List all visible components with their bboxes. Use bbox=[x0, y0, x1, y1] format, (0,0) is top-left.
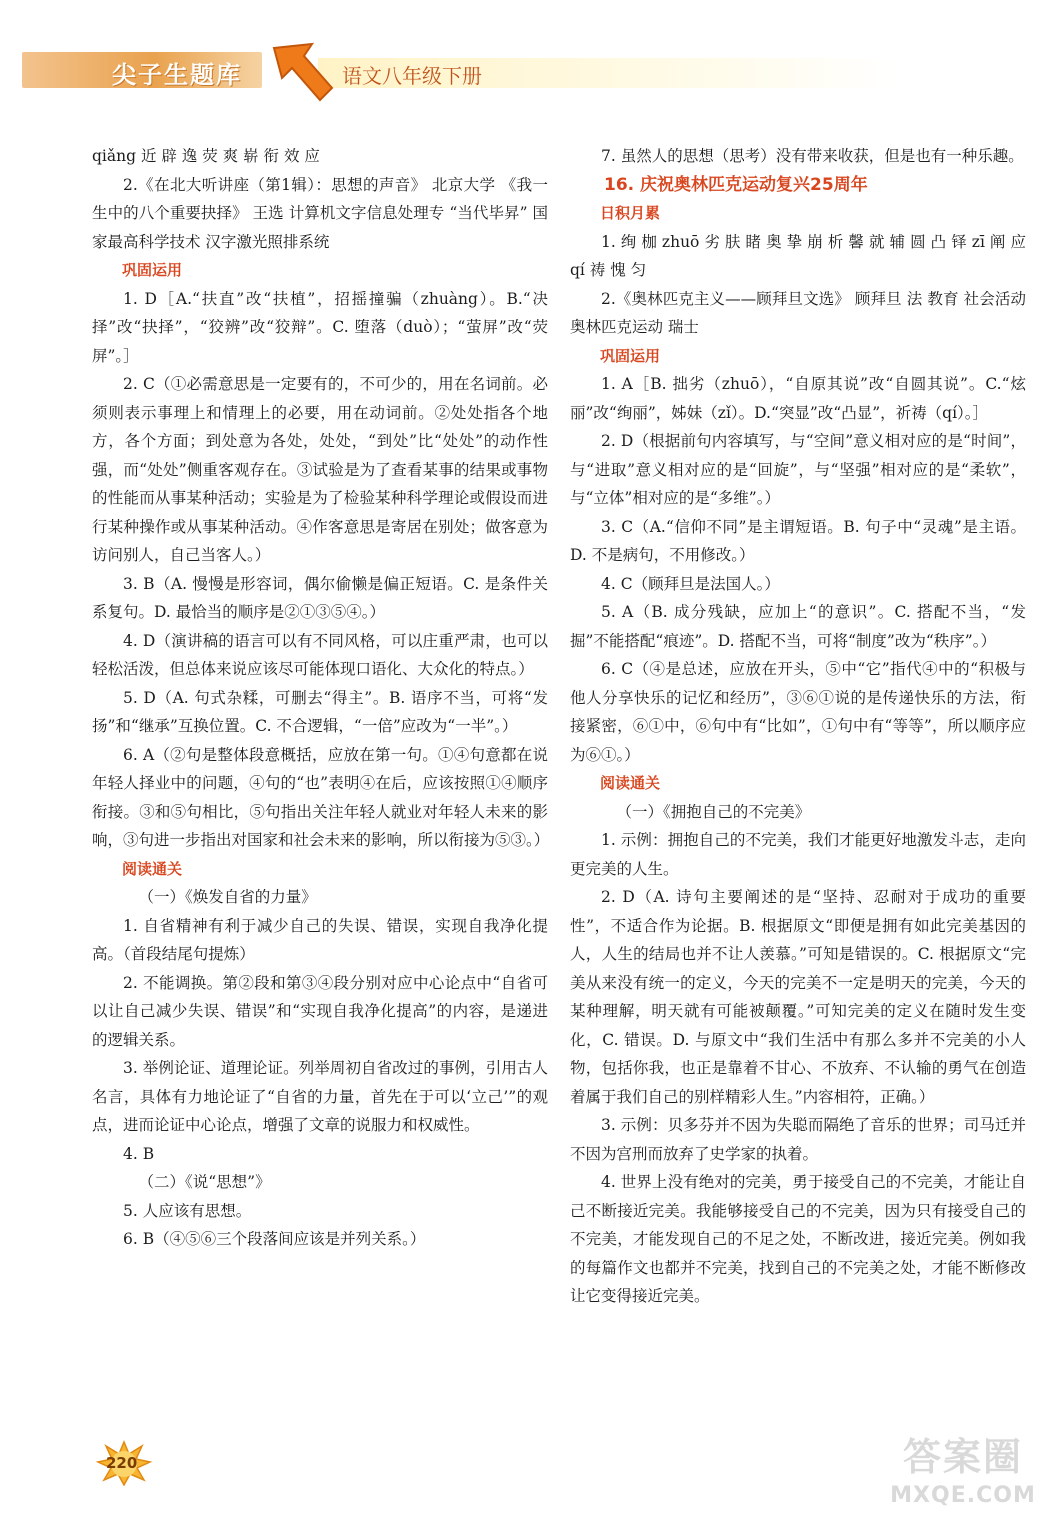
answer-item: 7. 虽然人的思想（思考）没有带来收获，但是也有一种乐趣。 bbox=[601, 147, 1024, 165]
answer-item: 4. B bbox=[123, 1144, 155, 1163]
left-column bbox=[92, 142, 548, 1254]
answer-item: 2. 不能调换。第②段和第③④段分别对应中心论点中“自省可以让自己减少失误、错误”和“实现自我净化提高”的内容，是递进的逻辑关系。 bbox=[92, 973, 548, 1049]
answer-line: qiǎng 近 辟 逸 荧 爽 崭 衔 效 应 bbox=[92, 147, 320, 165]
answer-item: 1. 自省精神有利于减少自己的失误、错误，实现自我净化提高。（首段结尾句提炼） bbox=[92, 916, 548, 963]
answer-item: 2.《奥林匹克主义——顾拜旦文选》 顾拜旦 法 教育 社会活动 奥林匹克运动 瑞士 bbox=[570, 289, 1026, 336]
answer-item: 5. 人应该有思想。 bbox=[123, 1201, 252, 1220]
page-number: 220 bbox=[106, 1454, 138, 1472]
section-heading: 阅读通关 bbox=[122, 859, 183, 878]
answer-item: 1. A［B. 拙劣（zhuō），“自原其说”改“自圆其说”。C.“炫丽”改“绚丽”，姊妹（zǐ）。D.“突显”改“凸显”，祈祷（qí）。］ bbox=[570, 375, 1026, 422]
reading-title: （二）《说“思想”》 bbox=[138, 1173, 271, 1191]
watermark-logo: 答案圈 bbox=[902, 1435, 1023, 1479]
right-column bbox=[570, 142, 1026, 1311]
answer-item: 2. D（根据前句内容填写，与“空间”意义相对应的是“时间”，与“进取”意义相对应的是“回旋”，与“坚强”相对应的是“柔软”，与“立体”相对应的是“多维”。） bbox=[570, 432, 1026, 507]
answer-item: 3. 示例：贝多芬并不因为失聪而隔绝了音乐的世界；司马迁并不因为宫刑而放弃了史学家的执着。 bbox=[570, 1116, 1026, 1163]
page-header bbox=[0, 0, 1057, 110]
answer-item: 1. 示例：拥抱自己的不完美，我们才能更好地激发斗志，走向更完美的人生。 bbox=[570, 831, 1026, 878]
chapter-title: 16. 庆祝奥林匹克运动复兴25周年 bbox=[604, 174, 868, 195]
orange-arrow-icon bbox=[268, 40, 338, 104]
answer-item: 5. A（B. 成分残缺，应加上“的意识”。C. 搭配不当，“发掘”不能搭配“痕迹”。D. 搭配不当，可将“制度”改为“秩序”。） bbox=[570, 603, 1026, 650]
watermark bbox=[888, 1432, 1038, 1522]
reading-title: （一）《焕发自省的力量》 bbox=[138, 888, 317, 906]
section-heading: 日积月累 bbox=[600, 204, 661, 222]
answer-item: 3. B（A. 慢慢是形容词，偶尔偷懒是偏正短语。C. 是条件关系复句。D. 最恰当的顺序是②①③⑤④。） bbox=[92, 574, 548, 621]
answer-item: 3. 举例论证、道理论证。列举周初自省改过的事例，引用古人名言，具体有力地论证了“自省的力量，首先在于可以‘立己’”的观点，进而论证中心论点，增强了文章的说服力和权威性。 bbox=[92, 1059, 548, 1134]
answer-item: 4. C（顾拜旦是法国人。） bbox=[601, 574, 780, 593]
answer-item: 2. C（①必需意思是一定要有的，不可少的，用在名词前。必须则表示事理上和情理上的必要，用在动词前。②处处指各个地方，各个方面；到处意为各处，处处，“到处”比“处处”的动作性强，而“处处”侧重客观存在。③试验是为了查看某事的结果或事物的性能而从事某种活动；实验是为了检验某种科学理论或假设而进行某种操作或从事某种活动。④作客意思是寄居在别处；做客意为访问别人，自己当客人。） bbox=[92, 375, 548, 564]
answer-line: 2.《在北大听讲座（第1辑）：思想的声音》 北京大学 《我一生中的八个重要抉择》 王选 计算机文字信息处理专 “当代毕昇” 国家最高科学技术 汉字激光照排系统 bbox=[92, 175, 548, 251]
section-heading: 阅读通关 bbox=[600, 774, 661, 792]
answer-item: 6. C（④是总述，应放在开头，⑤中“它”指代④中的“积极与他人分享快乐的记忆和经历”，③⑥①说的是传递快乐的方法，衔接紧密，⑥①中，⑥句中有“比如”，①句中有“等等”，所以顺序应为⑥①。） bbox=[570, 660, 1026, 764]
answer-item: 4. 世界上没有绝对的完美，勇于接受自己的不完美，才能让自己不断接近完美。我能够接受自己的不完美，因为只有接受自己的不完美，才能发现自己的不足之处，不断改进，接近完美。例如我的每篇作文也都并不完美，找到自己的不完美之处，才能不断修改让它变得接近完美。 bbox=[570, 1173, 1026, 1305]
watermark-url: MXQE.COM bbox=[890, 1483, 1036, 1508]
reading-title: （一）《拥抱自己的不完美》 bbox=[616, 802, 811, 821]
subject-title: 语文八年级下册 bbox=[342, 64, 482, 88]
answer-item: 5. D（A. 句式杂糅，可删去“得主”。B. 语序不当，可将“发扬”和“继承”互换位置。C. 不合逻辑，“一倍”应改为“一半”。） bbox=[92, 688, 548, 735]
brand-title: 尖子生题库 bbox=[112, 61, 242, 89]
answer-item: 4. D（演讲稿的语言可以有不同风格，可以庄重严肃，也可以轻松活泼，但总体来说应该尽可能体现口语化、大众化的特点。） bbox=[92, 631, 548, 678]
answer-item: 6. A（②句是整体段意概括，应放在第一句。①④句意都在说年轻人择业中的问题，④句的“也”表明④在后，应该按照①④顺序衔接。③和⑤句相比，⑤句指出关注年轻人就业对年轻人未来的影响，③句进一步指出对国家和社会未来的影响，所以衔接为⑤③。） bbox=[92, 745, 550, 849]
answer-item: 1. 绚 枷 zhuō 劣 肤 睹 奥 挚 崩 析 馨 就 辅 圆 凸 铎 zī 阐 应 qí 祷 愧 匀 bbox=[570, 232, 1026, 279]
section-heading: 巩固运用 bbox=[600, 346, 661, 365]
answer-item: 1. D［A.“扶直”改“扶植”，招摇撞骗（zhuàng）。B.“决择”改“抉择”，“狡辨”改“狡辩”。C. 堕落（duò）；“萤屏”改“荧屏”。］ bbox=[92, 289, 548, 365]
answer-item: 6. B（④⑤⑥三个段落间应该是并列关系。） bbox=[123, 1230, 426, 1248]
answer-item: 2. D（A. 诗句主要阐述的是“坚持、忍耐对于成功的重要性”，不适合作为论据。B. 根据原文“即便是拥有如此完美基因的人，人生的结局也并不让人羡慕。”可知是错误的。C. 根据原文“完美从来没有统一的定义，今天的完美不一定是明天的完美，今天的某种理解，明天就有可能被颠覆。”可知完美的定义在随时发生变化，C. 错误。D. 与原文中“我们生活中有那么多并不完美的小人物，包括你我，也正是靠着不甘心、不放弃、不认输的勇气在创造着属于我们自己的别样精彩人生。”内容相符，正确。） bbox=[570, 888, 1026, 1106]
answer-item: 3. C（A.“信仰不同”是主谓短语。B. 句子中“灵魂”是主语。D. 不是病句，不用修改。） bbox=[570, 517, 1026, 564]
section-heading: 巩固运用 bbox=[122, 261, 183, 279]
